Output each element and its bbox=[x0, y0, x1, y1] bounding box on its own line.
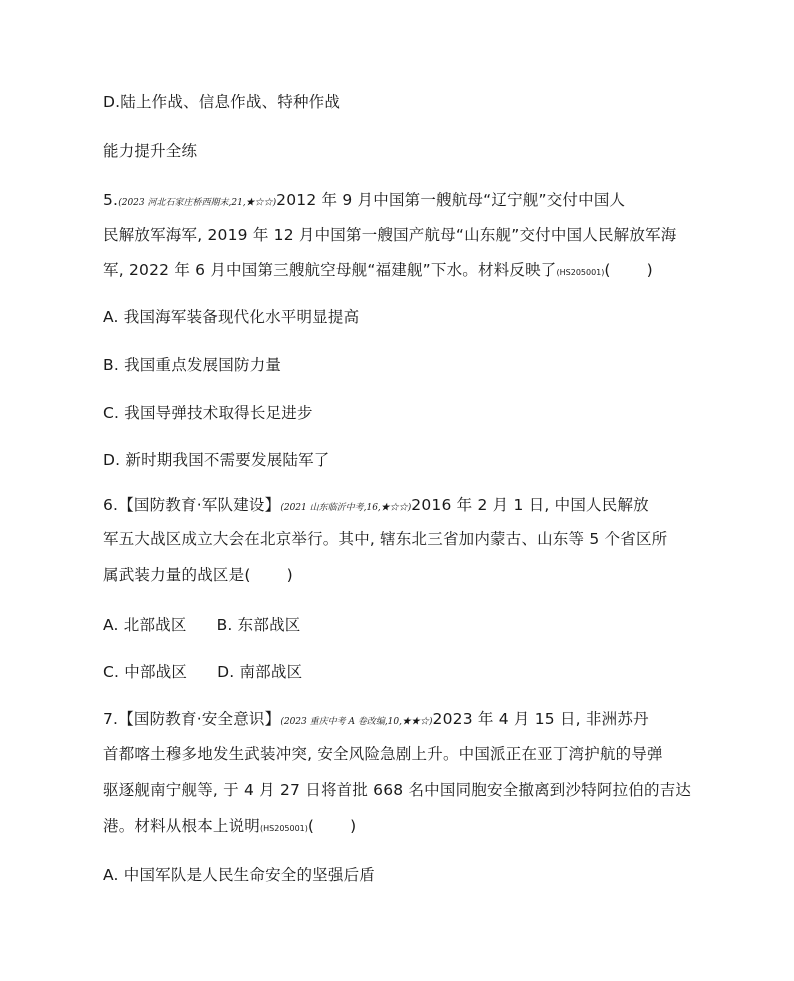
option-d-previous: D.陆上作战、信息作战、特种作战 bbox=[103, 93, 341, 111]
question-text: 2012 年 9 月中国第一艘航母“辽宁舰”交付中国人 bbox=[276, 191, 626, 209]
question-6-option-d: D. 南部战区 bbox=[217, 663, 303, 681]
question-heading: 6.【国防教育·军队建设】 bbox=[103, 496, 281, 514]
question-code: (HS205001) bbox=[556, 268, 605, 277]
question-source: (2023 河北石家庄桥西期末,21,★☆☆) bbox=[118, 198, 277, 208]
question-6-options-row-1 bbox=[103, 614, 300, 636]
question-5-option-b: B. 我国重点发展国防力量 bbox=[103, 356, 282, 374]
question-code: (HS205001) bbox=[260, 824, 308, 833]
question-6-line-2: 军五大战区成立大会在北京举行。其中, 辖东北三省加内蒙古、山东等 5 个省区所 bbox=[103, 530, 668, 548]
question-number: 5. bbox=[103, 191, 119, 209]
question-6-option-a: A. 北部战区 bbox=[103, 616, 187, 634]
question-5-option-a: A. 我国海军装备现代化水平明显提高 bbox=[103, 308, 360, 326]
answer-paren-left: ( bbox=[307, 817, 315, 835]
question-6-option-b: B. 东部战区 bbox=[216, 616, 301, 634]
question-7-line-3: 驱逐舰南宁舰等, 于 4 月 27 日将首批 668 名中国同胞安全撤离到沙特阿拉伯的吉达 bbox=[103, 781, 692, 799]
question-source: (2021 山东临沂中考,16,★☆☆) bbox=[280, 503, 412, 513]
question-source: (2023 重庆中考 A 卷改编,10,★★☆) bbox=[280, 717, 433, 727]
question-7-line-2: 首都喀土穆多地发生武装冲突, 安全风险急剧上升。中国派正在亚丁湾护航的导弹 bbox=[103, 745, 663, 763]
question-5-line-2: 民解放军海军, 2019 年 12 月中国第一艘国产航母“山东舰”交付中国人民解放军海 bbox=[103, 226, 677, 244]
question-text: 港。材料从根本上说明 bbox=[103, 817, 261, 835]
question-6-options-row-2 bbox=[103, 661, 302, 683]
question-7-line-1 bbox=[103, 708, 649, 733]
question-5-line-1 bbox=[103, 189, 625, 214]
section-heading: 能力提升全练 bbox=[103, 142, 198, 160]
answer-paren-left: ( bbox=[604, 261, 611, 279]
question-text: 属武装力量的战区是 bbox=[103, 566, 245, 584]
question-6-line-3 bbox=[103, 564, 293, 586]
answer-paren-right: ) bbox=[286, 566, 293, 584]
question-text: 2023 年 4 月 15 日, 非洲苏丹 bbox=[432, 710, 649, 728]
question-5-option-c: C. 我国导弹技术取得长足进步 bbox=[103, 404, 313, 422]
question-6-line-1 bbox=[103, 494, 649, 519]
question-text: 军, 2022 年 6 月中国第三艘航空母舰“福建舰”下水。材料反映了 bbox=[103, 261, 557, 279]
question-7-line-4 bbox=[103, 815, 356, 840]
question-5-line-3 bbox=[103, 259, 653, 284]
question-heading: 7.【国防教育·安全意识】 bbox=[103, 710, 281, 728]
answer-paren-right: ) bbox=[646, 261, 653, 279]
question-text: 2016 年 2 月 1 日, 中国人民解放 bbox=[411, 496, 649, 514]
question-6-option-c: C. 中部战区 bbox=[103, 663, 188, 681]
question-7-option-a: A. 中国军队是人民生命安全的坚强后盾 bbox=[103, 866, 375, 884]
answer-paren-left: ( bbox=[244, 566, 251, 584]
answer-paren-right: ) bbox=[350, 817, 357, 835]
question-5-option-d: D. 新时期我国不需要发展陆军了 bbox=[103, 451, 330, 469]
